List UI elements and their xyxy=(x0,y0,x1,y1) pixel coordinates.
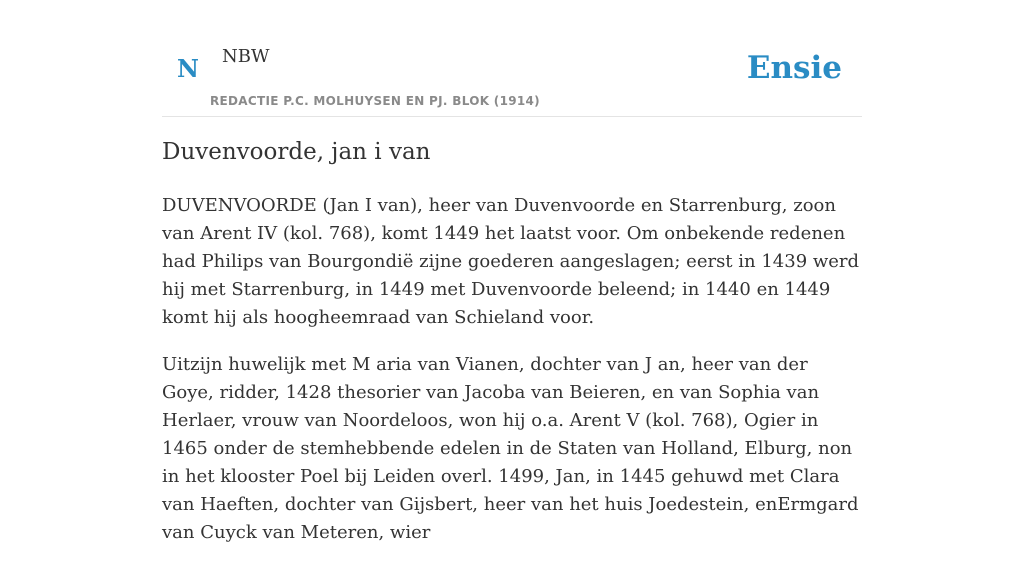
source-logo-icon[interactable]: N xyxy=(177,54,199,83)
header xyxy=(162,0,862,117)
brand-logo[interactable]: Ensie xyxy=(746,50,842,86)
source-subtitle: REDACTIE P.C. MOLHUYSEN EN PJ. BLOK (1914) xyxy=(210,94,540,108)
article-title: Duvenvoorde, jan i van xyxy=(162,139,431,165)
source-name[interactable]: NBW xyxy=(222,46,270,67)
article-paragraph: DUVENVOORDE (Jan I van), heer van Duvenvoorde en Starrenburg, zoon van Arent IV (kol. 768), komt 1449 het laatst voor. Om onbekende redenen had Philips van Bourgondië zijne goederen aangeslagen; eerst in 1439 werd hij met Starrenburg, in 1449 met Duvenvoorde beleend; in 1440 en 1449 komt hij als hoogheemraad van Schieland voor. xyxy=(162,195,860,328)
article-body xyxy=(162,192,862,566)
article-paragraph: Uitzijn huwelijk met M aria van Vianen, dochter van J an, heer van der Goye, ridder, 1428 thesorier van Jacoba van Beieren, en van Sophia van Herlaer, vrouw van Noordeloos, won hij o.a. Arent V (kol. 768), Ogier in 1465 onder de stemhebbende edelen in de Staten van Holland, Elburg, non in het klooster Poel bij Leiden overl. 1499, Jan, in 1445 gehuwd met Clara van Haeften, dochter van Gijsbert, heer van het huis Joedestein, enErmgard van Cuyck van Meteren, wier xyxy=(162,354,859,543)
